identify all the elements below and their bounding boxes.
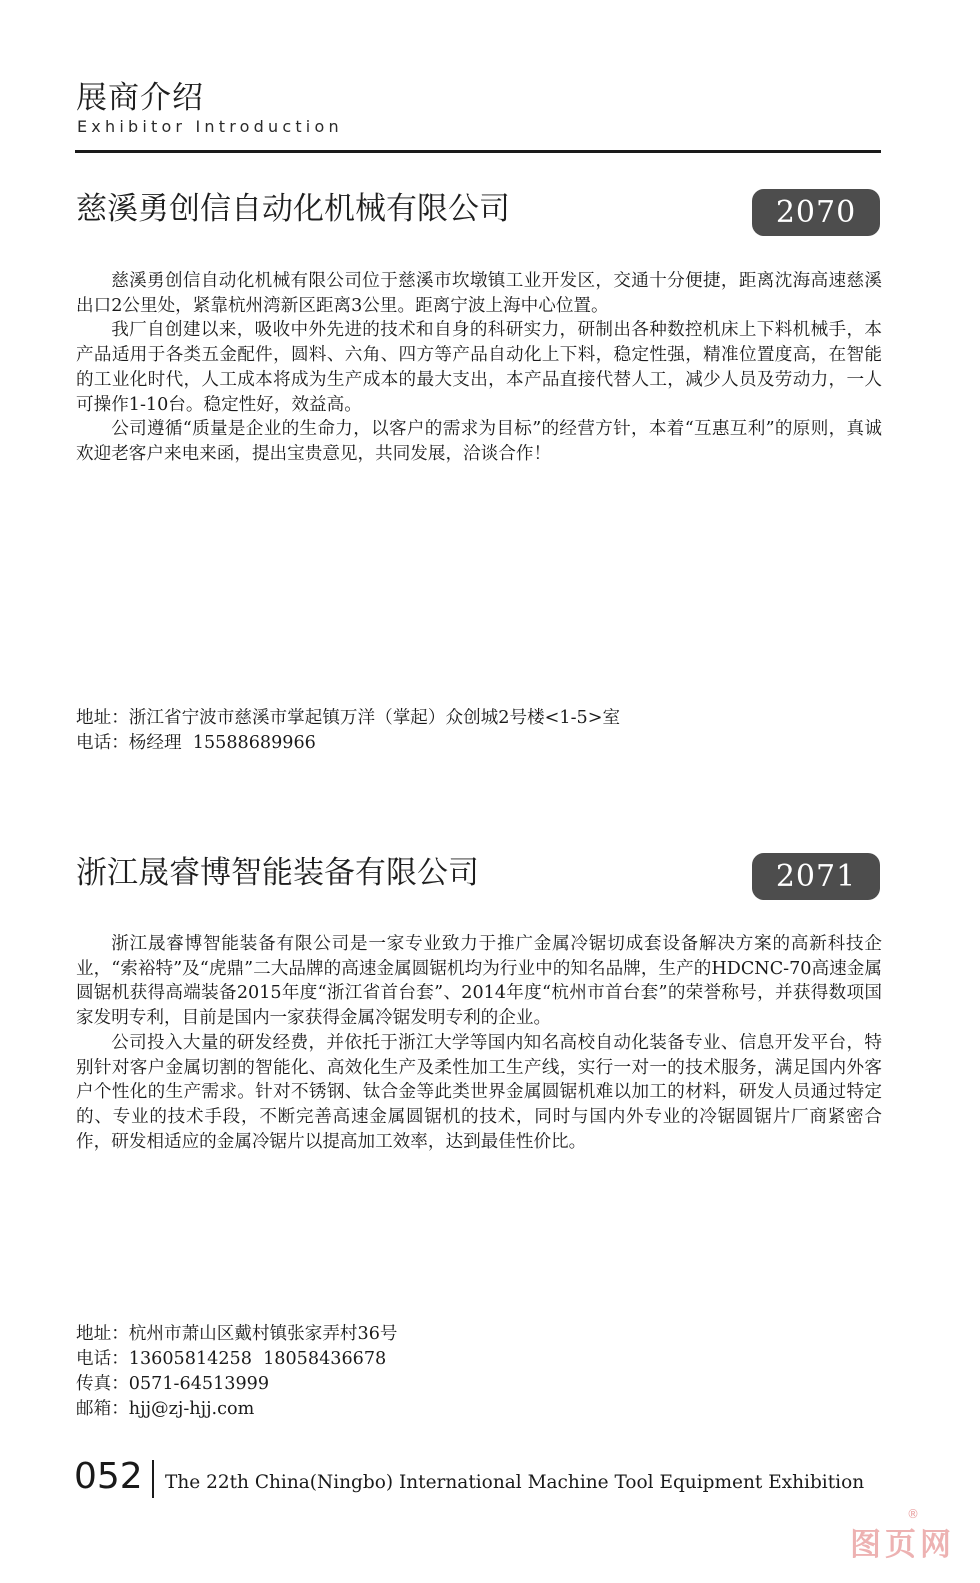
phone-line: 电话：13605814258 18058436678 — [76, 1349, 387, 1369]
exhibitor-description — [76, 932, 882, 1154]
description-paragraph: 慈溪勇创信自动化机械有限公司位于慈溪市坎墩镇工业开发区，交通十分便捷，距离沈海高速慈溪出口2公里处，紧靠杭州湾新区距离3公里。距离宁波上海中心位置。 — [76, 271, 882, 316]
exhibitor-name: 慈溪勇创信自动化机械有限公司 — [76, 191, 510, 227]
exhibitor-contact — [76, 706, 620, 756]
description-paragraph: 浙江晟睿博智能装备有限公司是一家专业致力于推广金属冷锯切成套设备解决方案的高新科技企业，“索裕特”及“虎鼎”二大品牌的高速金属圆锯机均为行业中的知名品牌，生产的HDCNC-70高速金属圆锯机获得高端装备2015年度“浙江省首台套”、2014年度“杭州市首台套”的荣誉称号，并获得数项国家发明专利，目前是国内一家获得金属冷锯发明专利的企业。 — [76, 934, 882, 1029]
exhibitor-name: 浙江晟睿博智能装备有限公司 — [76, 855, 479, 891]
email-line: 邮箱：hjj@zj-hjj.com — [76, 1399, 255, 1419]
page-section-title: 展商介绍 — [76, 80, 204, 116]
description-paragraph: 我厂自创建以来，吸收中外先进的技术和自身的科研实力，研制出各种数控机床上下料机械手，本产品适用于各类五金配件，圆料、六角、四方等产品自动化上下料，稳定性强，精准位置度高，在智能的工业化时代，人工成本将成为生产成本的最大支出，本产品直接代替人工，减少人员及劳动力，一人可操作1-10台。稳定性好，效益高。 — [76, 320, 882, 415]
exhibition-name: The 22th China(Ningbo) International Machine Tool Equipment Exhibition — [165, 1472, 865, 1493]
fax-line: 传真：0571-64513999 — [76, 1374, 270, 1394]
exhibitor-contact — [76, 1322, 397, 1422]
description-paragraph: 公司投入大量的研发经费，并依托于浙江大学等国内知名高校自动化装备专业、信息开发平台，特别针对客户金属切割的智能化、高效化生产及柔性加工生产线，实行一对一的技术服务，满足国内外客户个性化的生产需求。针对不锈钢、钛合金等此类世界金属圆锯机难以加工的材料，研发人员通过特定的、专业的技术手段，不断完善高速金属圆锯机的技术，同时与国内外专业的冷锯圆锯片厂商紧密合作，研发相适应的金属冷锯片以提高加工效率，达到最佳性价比。 — [76, 1032, 882, 1152]
page-number: 052 — [74, 1456, 143, 1497]
header-divider — [75, 150, 881, 153]
booth-number-badge: 2070 — [752, 189, 880, 236]
booth-number-badge: 2071 — [752, 853, 880, 900]
description-paragraph: 公司遵循“质量是企业的生命力，以客户的需求为目标”的经营方针，本着“互惠互利”的原则，真诚欢迎老客户来电来函，提出宝贵意见，共同发展，洽谈合作！ — [76, 419, 882, 464]
page-section-subtitle: Exhibitor Introduction — [77, 117, 343, 136]
watermark-logo: 图页网 — [850, 1527, 955, 1563]
exhibitor-description — [76, 269, 882, 467]
address-line: 地址：杭州市萧山区戴村镇张家弄村36号 — [76, 1324, 398, 1344]
footer-divider — [152, 1460, 154, 1498]
registered-mark: ® — [907, 1507, 919, 1521]
address-line: 地址：浙江省宁波市慈溪市掌起镇万洋（掌起）众创城2号楼<1-5>室 — [76, 708, 621, 728]
phone-line: 电话：杨经理 15588689966 — [76, 733, 316, 753]
